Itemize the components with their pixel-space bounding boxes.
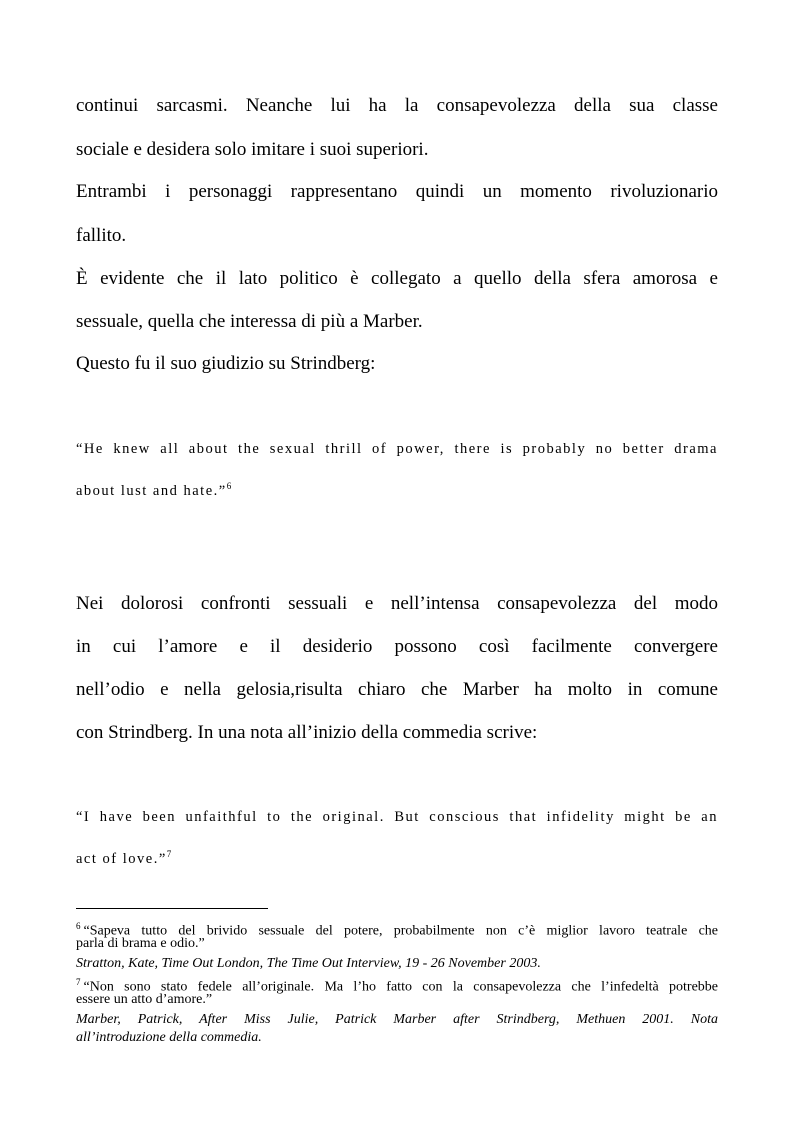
quote-1-line-2 [76,474,718,503]
body-line-1: continui sarcasmi. Neanche lui ha la consapevolezza della sua classe [76,95,718,116]
footnote-7-source-2: all’introduzione della commedia. [76,1030,262,1045]
footnote-6-source: Stratton, Kate, Time Out London, The Time Out Interview, 19 - 26 November 2003. [76,956,541,971]
body-line-5: È evidente che il lato politico è collegato a quello della sfera amorosa e [76,268,718,289]
para2-line-1: Nei dolorosi confronti sessuali e nell’intensa consapevolezza del modo [76,593,718,614]
para2-line-2: in cui l’amore e il desiderio possono così facilmente convergere [76,636,718,657]
quote-2-text: act of love.” [76,850,167,867]
quote-2-line-2 [76,842,718,871]
body-line-4: fallito. [76,225,127,246]
quote-2-line-1: “I have been unfaithful to the original. But conscious that infidelity might be an [76,809,718,825]
body-line-7: Questo fu il suo giudizio su Strindberg: [76,353,376,374]
para2-line-4: con Strindberg. In una nota all’inizio della commedia scrive: [76,722,538,743]
body-line-3: Entrambi i personaggi rappresentano quindi un momento rivoluzionario [76,181,718,202]
body-line-6: sessuale, quella che interessa di più a Marber. [76,311,423,332]
footnote-6-line-2: parla di brama e odio.” [76,936,205,951]
footnote-7-number: 7 [76,977,81,987]
footnote-7-source-1: Marber, Patrick, After Miss Julie, Patrick Marber after Strindberg, Methuen 2001. Nota [76,1012,718,1027]
footnote-separator [76,908,268,909]
body-line-2: sociale e desidera solo imitare i suoi superiori. [76,139,429,160]
footnote-6-number: 6 [76,921,81,931]
footnote-6-text: “Sapeva tutto del brivido sessuale del potere, probabilmente non c’è miglior lavoro teatrale che [83,923,718,939]
quote-1-line-1: “He knew all about the sexual thrill of power, there is probably no better drama [76,441,718,457]
footnote-7-text: “Non sono stato fedele all’originale. Ma l’ho fatto con la consapevolezza che l’infedeltà potrebbe [83,979,718,995]
footnote-ref-7[interactable]: 7 [166,849,172,859]
para2-line-3: nell’odio e nella gelosia,risulta chiaro che Marber ha molto in comune [76,679,718,700]
footnote-7-line-2: essere un atto d’amore.” [76,992,213,1007]
document-page [76,0,718,1123]
footnote-ref-6[interactable]: 6 [226,481,232,491]
quote-1-text: about lust and hate.” [76,482,227,499]
